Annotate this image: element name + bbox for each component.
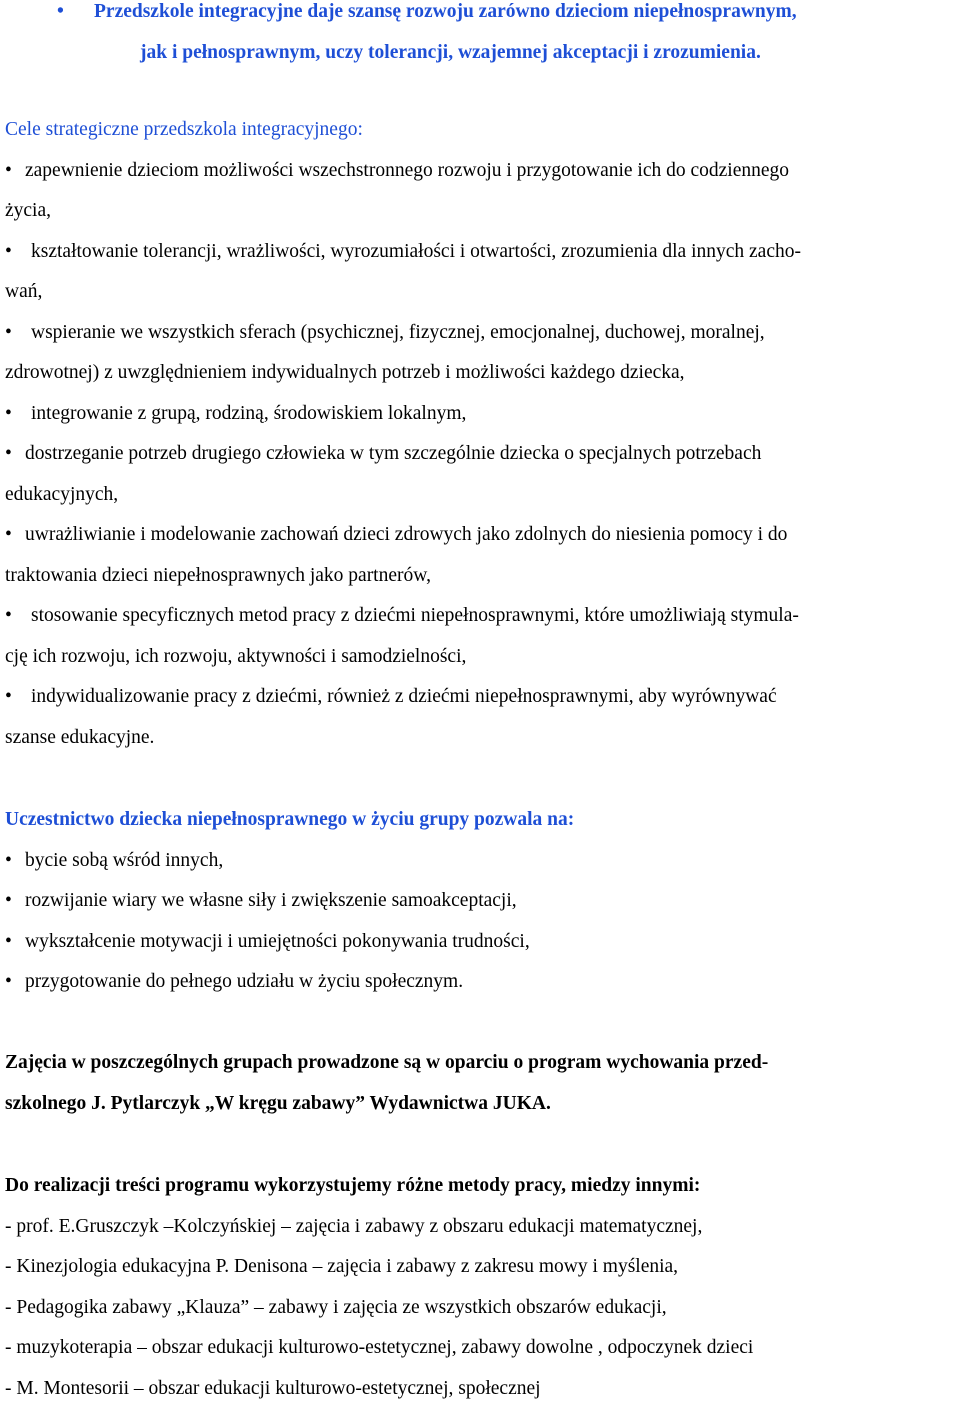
participation-item <box>5 881 955 922</box>
participation-text: rozwijanie wiary we własne siły i zwiększenie samoakceptacji, <box>25 890 517 911</box>
goal-text-line-1: integrowanie z grupą, rodziną, środowiskiem lokalnym, <box>31 403 466 424</box>
program-paragraph <box>5 1043 955 1124</box>
bullet-icon: • <box>5 394 12 435</box>
goal-item <box>5 515 955 596</box>
bullet-icon: • <box>5 515 12 556</box>
goal-text-line-1: kształtowanie tolerancji, wrażliwości, wyrozumiałości i otwartości, zrozumienia dla innych zacho- <box>31 241 801 262</box>
goal-text-line-1: stosowanie specyficznych metod pracy z dziećmi niepełnosprawnymi, które umożliwiają stymula- <box>31 605 799 626</box>
goal-text-line-1: dostrzeganie potrzeb drugiego człowieka w tym szczególnie dziecka o specjalnych potrzebach <box>25 443 761 464</box>
participation-item <box>5 922 955 963</box>
method-item: - muzykoterapia – obszar edukacji kulturowo-estetycznej, zabawy dowolne , odpoczynek dzieci <box>5 1328 955 1369</box>
bullet-icon: • <box>5 434 12 475</box>
goal-item <box>5 151 955 232</box>
goal-text-line-2: szanse edukacyjne. <box>5 718 955 759</box>
participation-item <box>5 962 955 1003</box>
program-line-2: szkolnego J. Pytlarczyk „W kręgu zabawy” Wydawnictwa JUKA. <box>5 1084 955 1125</box>
participation-text: wykształcenie motywacji i umiejętności pokonywania trudności, <box>25 931 530 952</box>
goal-item <box>5 596 955 677</box>
goal-text-line-2: życia, <box>5 191 955 232</box>
bullet-icon: • <box>5 596 12 637</box>
program-line-1: Zajęcia w poszczególnych grupach prowadzone są w oparciu o program wychowania przed- <box>5 1043 955 1084</box>
goal-item <box>5 232 955 313</box>
bullet-icon: • <box>5 232 12 273</box>
methods-heading: Do realizacji treści programu wykorzystujemy różne metody pracy, miedzy innymi: <box>5 1166 955 1207</box>
goal-item <box>5 434 955 515</box>
bullet-icon: • <box>5 922 12 963</box>
goals-heading: Cele strategiczne przedszkola integracyjnego: <box>5 110 955 151</box>
bullet-icon: • <box>57 0 64 33</box>
participation-item <box>5 841 955 882</box>
intro-statement <box>57 0 947 73</box>
goal-text-line-1: uwrażliwianie i modelowanie zachowań dzieci zdrowych jako zdolnych do niesienia pomocy i do <box>25 524 787 545</box>
participation-text: bycie sobą wśród innych, <box>25 850 223 871</box>
goal-text-line-1: zapewnienie dzieciom możliwości wszechstronnego rozwoju i przygotowanie ich do codziennego <box>25 160 789 181</box>
goal-text-line-2: cję ich rozwoju, ich rozwoju, aktywności i samodzielności, <box>5 637 955 678</box>
goal-text-line-2: wań, <box>5 272 955 313</box>
method-item: - Pedagogika zabawy „Klauza” – zabawy i zajęcia ze wszystkich obszarów edukacji, <box>5 1288 955 1329</box>
intro-line-2: jak i pełnosprawnym, uczy tolerancji, wzajemnej akceptacji i zrozumienia. <box>140 33 947 74</box>
bullet-icon: • <box>5 881 12 922</box>
goal-text-line-1: indywidualizowanie pracy z dziećmi, również z dziećmi niepełnosprawnymi, aby wyrównywać <box>31 686 777 707</box>
bullet-icon: • <box>5 313 12 354</box>
participation-text: przygotowanie do pełnego udziału w życiu społecznym. <box>25 971 463 992</box>
goal-text-line-2: edukacyjnych, <box>5 475 955 516</box>
goal-item <box>5 677 955 758</box>
bullet-icon: • <box>5 151 12 192</box>
bullet-icon: • <box>5 677 12 718</box>
goal-item <box>5 394 955 435</box>
goal-text-line-2: traktowania dzieci niepełnosprawnych jako partnerów, <box>5 556 955 597</box>
participation-heading: Uczestnictwo dziecka niepełnosprawnego w życiu grupy pozwala na: <box>5 800 955 841</box>
bullet-icon: • <box>5 962 12 1003</box>
method-item: - Kinezjologia edukacyjna P. Denisona – zajęcia i zabawy z zakresu mowy i myślenia, <box>5 1247 955 1288</box>
bullet-icon: • <box>5 841 12 882</box>
goal-text-line-2: zdrowotnej) z uwzględnieniem indywidualnych potrzeb i możliwości każdego dziecka, <box>5 353 955 394</box>
participation-section <box>5 800 955 1003</box>
methods-section <box>5 1166 955 1409</box>
goal-item <box>5 313 955 394</box>
goals-section <box>5 110 955 758</box>
intro-line-1: Przedszkole integracyjne daje szansę rozwoju zarówno dzieciom niepełnosprawnym, <box>94 0 947 33</box>
method-item: - prof. E.Gruszczyk –Kolczyńskiej – zajęcia i zabawy z obszaru edukacji matematycznej, <box>5 1207 955 1248</box>
goal-text-line-1: wspieranie we wszystkich sferach (psychicznej, fizycznej, emocjonalnej, duchowej, moralnej, <box>31 322 765 343</box>
method-item: - M. Montesorii – obszar edukacji kulturowo-estetycznej, społecznej <box>5 1369 955 1409</box>
